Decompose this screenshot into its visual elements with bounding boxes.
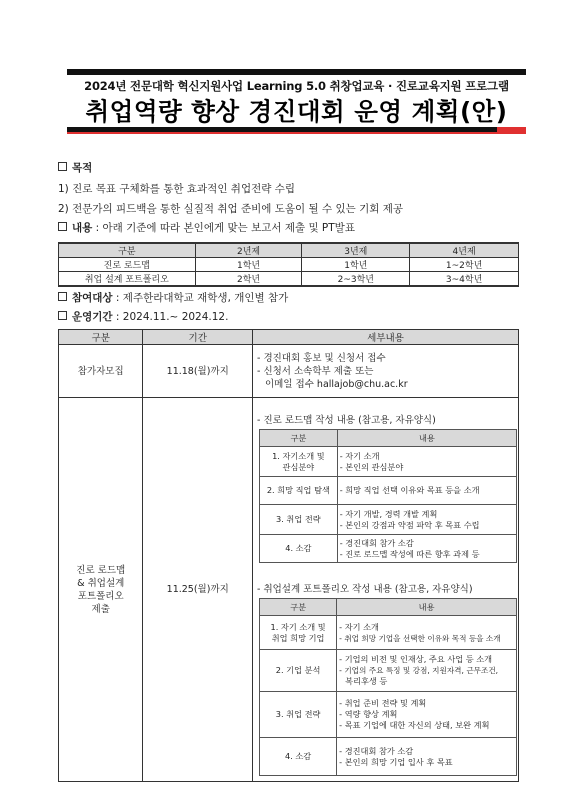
recruit-category: 참가자모집 (59, 345, 143, 398)
recruit-deadline: 11.18(월)까지 (143, 345, 253, 398)
table-row (260, 692, 517, 738)
portfolio-label: 1. 자기 소개 및 취업 희망 기업 (260, 616, 337, 650)
detail-line: 이메일 접수 hallajob@chu.ac.kr (265, 378, 408, 390)
grade-cell: 진로 로드맵 (59, 258, 196, 272)
table-row (260, 650, 517, 692)
grade-cell: 3~4학년 (410, 272, 519, 287)
roadmap-label: 2. 희망 직업 탐색 (260, 477, 338, 505)
roadmap-label: 1. 자기소개 및 관심분야 (260, 447, 338, 477)
participants-line (58, 290, 288, 305)
detail-line: - 경진대회 홍보 및 신청서 접수 (257, 352, 386, 364)
detail-line: - 신청서 소속학부 제출 또는 (257, 365, 374, 377)
category-line: 포트폴리오 (77, 590, 124, 602)
document-title: 취업역량 향상 경진대회 운영 계획(안) (85, 97, 508, 126)
grade-cell: 2~3학년 (302, 272, 410, 287)
schedule-header-cell: 구분 (59, 330, 143, 345)
grade-header-cell: 4년제 (410, 243, 519, 258)
portfolio-header-cell: 내용 (337, 599, 517, 616)
recruit-details (253, 345, 519, 398)
grade-cell: 2학년 (195, 272, 302, 287)
category-line: 진로 로드맵 (76, 564, 126, 576)
schedule-table-header (59, 330, 519, 345)
submission-category (59, 398, 143, 782)
grade-cell: 취업 설계 포트폴리오 (59, 272, 196, 287)
title-banner (67, 69, 526, 135)
table-row (260, 505, 517, 535)
portfolio-content: - 취업 준비 전략 및 계획 - 역량 향상 계획 - 목표 기업에 대한 자신의 상태, 보완 계획 (337, 692, 517, 738)
table-row (260, 535, 517, 563)
grade-cell: 1~2학년 (410, 258, 519, 272)
schedule-header-cell: 세부내용 (253, 330, 519, 345)
table-row (59, 272, 519, 287)
portfolio-table-header (260, 599, 517, 616)
roadmap-label: 3. 취업 전략 (260, 505, 338, 535)
schedule-header-cell: 기간 (143, 330, 253, 345)
checkbox-square-icon (58, 292, 67, 301)
purpose-item-2: 2) 전문가의 피드백을 통한 실질적 취업 준비에 도움이 될 수 있는 기회 제공 (58, 203, 403, 215)
table-row (260, 477, 517, 505)
roadmap-header-cell: 내용 (337, 430, 516, 447)
portfolio-label: 2. 기업 분석 (260, 650, 337, 692)
portfolio-label: 4. 소감 (260, 738, 337, 776)
table-row (59, 258, 519, 272)
grade-header-cell: 구분 (59, 243, 196, 258)
grade-header-cell: 2년제 (195, 243, 302, 258)
roadmap-table (259, 429, 517, 563)
checkbox-square-icon (58, 311, 67, 320)
participants-text: : 제주한라대학교 재학생, 개인별 참가 (115, 292, 289, 304)
table-row (260, 738, 517, 776)
category-line: 제출 (91, 603, 110, 615)
portfolio-content: - 자기 소개 - 취업 희망 기업을 선택한 이유와 목적 등을 소개 (337, 616, 517, 650)
purpose-item-1: 1) 진로 목표 구체화를 통한 효과적인 취업전략 수립 (58, 183, 295, 195)
portfolio-content: - 경진대회 참가 소감 - 본인의 희망 기업 입사 후 목표 (337, 738, 517, 776)
portfolio-label: 3. 취업 전략 (260, 692, 337, 738)
grade-table-header (59, 243, 519, 258)
content-line (58, 220, 355, 235)
portfolio-table (259, 598, 517, 776)
participants-heading: 참여대상 (72, 292, 113, 304)
table-row (59, 345, 519, 398)
roadmap-content: - 희망 직업 선택 이유와 목표 등을 소개 (337, 477, 516, 505)
submission-details (253, 398, 519, 782)
grade-header-cell: 3년제 (302, 243, 410, 258)
checkbox-square-icon (58, 162, 67, 171)
roadmap-header-cell: 구분 (260, 430, 338, 447)
roadmap-content: - 경진대회 참가 소감 - 진로 로드맵 작성에 따른 향후 과제 등 (337, 535, 516, 563)
table-row (260, 447, 517, 477)
content-text: : 아래 기준에 따라 본인에게 맞는 보고서 제출 및 PT발표 (95, 222, 355, 234)
portfolio-heading: - 취업설계 포트폴리오 작성 내용 (참고용, 자유양식) (257, 584, 473, 595)
period-line (58, 309, 228, 324)
grade-cell: 1학년 (195, 258, 302, 272)
grade-cell: 1학년 (302, 258, 410, 272)
checkbox-square-icon (58, 222, 67, 231)
program-subtitle: 2024년 전문대학 혁신지원사업 Learning 5.0 취창업교육 · 진로교육지원 프로그램 (84, 79, 509, 93)
purpose-heading: 목적 (58, 160, 92, 175)
table-row (59, 398, 519, 782)
roadmap-heading: - 진로 로드맵 작성 내용 (참고용, 자유양식) (257, 415, 436, 426)
roadmap-content: - 자기 소개 - 본인의 관심분야 (337, 447, 516, 477)
portfolio-content: - 기업의 비전 및 인재상, 주요 사업 등 소개 - 기업의 주요 특징 및 강점, 지원자격, 근무조건, 복리후생 등 (337, 650, 517, 692)
grade-table (58, 242, 519, 287)
roadmap-content: - 자기 개발, 경력 개발 계획 - 본인의 강점과 약점 파악 후 목표 수립 (337, 505, 516, 535)
category-line: & 취업설계 (77, 577, 125, 589)
portfolio-header-cell: 구분 (260, 599, 337, 616)
schedule-table (58, 329, 519, 782)
banner-red-line (67, 132, 526, 134)
roadmap-table-header (260, 430, 517, 447)
period-text: : 2024.11.~ 2024.12. (115, 311, 229, 323)
content-heading: 내용 (72, 222, 93, 234)
roadmap-label: 4. 소감 (260, 535, 338, 563)
period-heading: 운영기간 (72, 311, 113, 323)
banner-top-bar (67, 69, 526, 75)
table-row (260, 616, 517, 650)
submission-deadline: 11.25(월)까지 (143, 398, 253, 782)
